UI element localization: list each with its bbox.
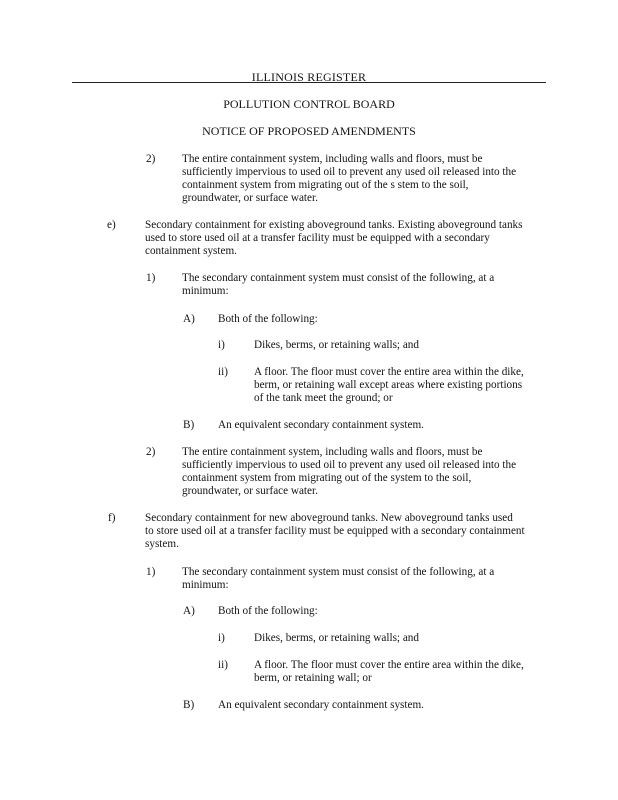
register-title: ILLINOIS REGISTER bbox=[251, 70, 367, 84]
subsection-label: e) bbox=[107, 219, 116, 231]
paragraph-label: 2) bbox=[146, 153, 156, 165]
board-title: POLLUTION CONTROL BOARD bbox=[223, 97, 395, 111]
item-label: B) bbox=[183, 419, 195, 431]
text-line: A floor. The floor must cover the entire area within the dike, bbox=[254, 366, 524, 378]
item-label: i) bbox=[218, 339, 225, 351]
text-line: minimum: bbox=[182, 285, 229, 297]
item-label: i) bbox=[218, 632, 225, 644]
text-line: containment system. bbox=[145, 245, 237, 257]
text-line: The entire containment system, including walls and floors, must be bbox=[182, 446, 483, 458]
text-line: minimum: bbox=[182, 579, 229, 591]
item-label: A) bbox=[183, 313, 195, 325]
text-line: sufficiently impervious to used oil to prevent any used oil released into the bbox=[182, 166, 517, 178]
text-line: sufficiently impervious to used oil to prevent any used oil released into the bbox=[182, 459, 517, 471]
text-line: An equivalent secondary containment system. bbox=[218, 419, 424, 431]
text-line: berm, or retaining wall except areas where existing portions bbox=[254, 379, 523, 391]
item-label: ii) bbox=[218, 659, 228, 671]
text-line: groundwater, or surface water. bbox=[182, 192, 318, 204]
item-label: ii) bbox=[218, 366, 228, 378]
text-line: An equivalent secondary containment system. bbox=[218, 699, 424, 711]
text-line: used to store used oil at a transfer facility must be equipped with a secondary bbox=[145, 232, 490, 244]
text-line: Both of the following: bbox=[218, 605, 318, 617]
text-line: The secondary containment system must consist of the following, at a bbox=[182, 566, 495, 578]
text-line: berm, or retaining wall; or bbox=[254, 672, 372, 684]
text-line: system. bbox=[145, 538, 179, 550]
notice-title: NOTICE OF PROPOSED AMENDMENTS bbox=[202, 124, 416, 138]
text-line: Secondary containment for existing aboveground tanks. Existing aboveground tanks bbox=[145, 219, 523, 231]
text-line: of the tank meet the ground; or bbox=[254, 392, 393, 404]
text-line: to store used oil at a transfer facility must be equipped with a secondary containment bbox=[145, 525, 525, 537]
header-rule bbox=[72, 82, 546, 83]
text-line: Both of the following: bbox=[218, 313, 318, 325]
paragraph-label: 1) bbox=[146, 272, 156, 284]
text-line: groundwater, or surface water. bbox=[182, 485, 318, 497]
item-label: B) bbox=[183, 699, 195, 711]
subsection-label: f) bbox=[108, 512, 116, 524]
text-line: The secondary containment system must consist of the following, at a bbox=[182, 272, 495, 284]
text-line: Secondary containment for new aboveground tanks. New aboveground tanks used bbox=[145, 512, 513, 524]
text-line: Dikes, berms, or retaining walls; and bbox=[254, 339, 419, 351]
text-line: containment system from migrating out of the system to the soil, bbox=[182, 472, 472, 484]
paragraph-label: 1) bbox=[146, 566, 156, 578]
text-line: containment system from migrating out of the s stem to the soil, bbox=[182, 179, 469, 191]
paragraph-label: 2) bbox=[146, 446, 156, 458]
text-line: The entire containment system, including walls and floors, must be bbox=[182, 153, 483, 165]
text-line: A floor. The floor must cover the entire area within the dike, bbox=[254, 659, 524, 671]
text-line: Dikes, berms, or retaining walls; and bbox=[254, 632, 419, 644]
item-label: A) bbox=[183, 605, 195, 617]
